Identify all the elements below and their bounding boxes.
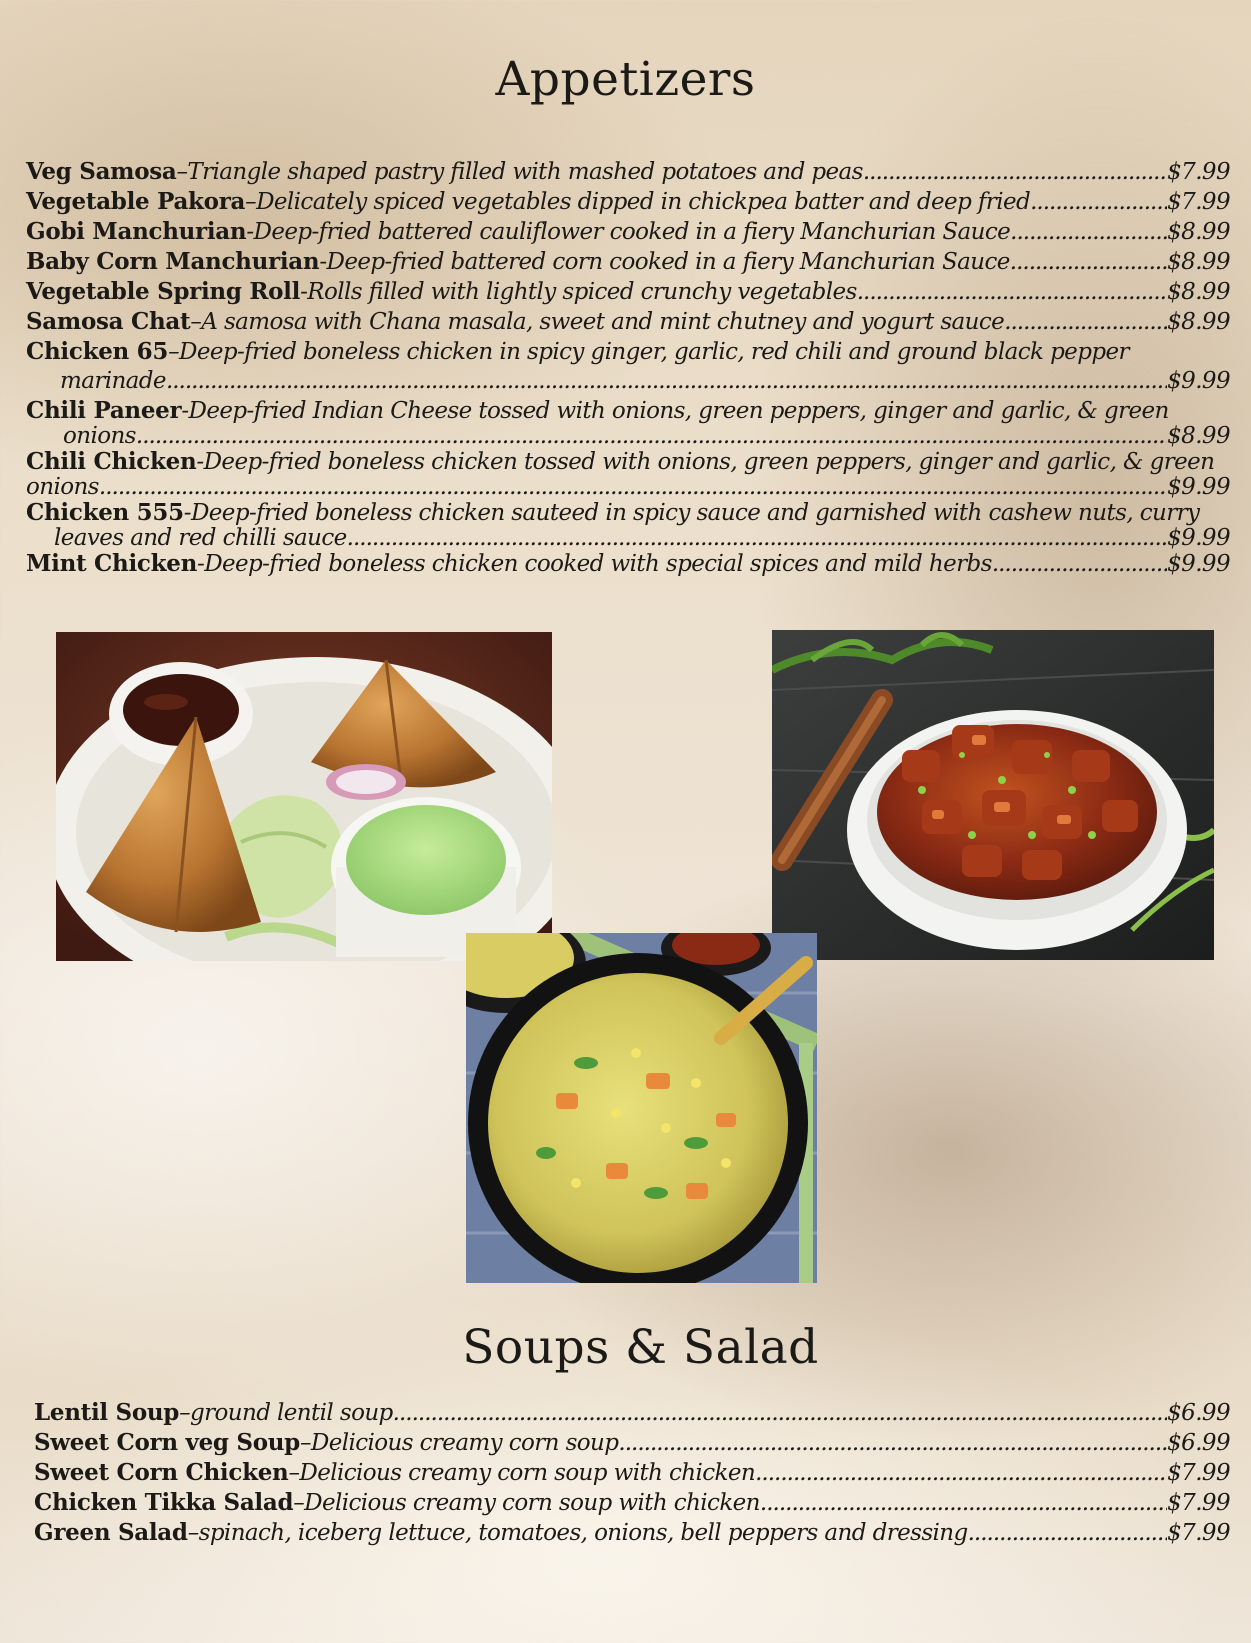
item-price: $9.99 (1167, 474, 1230, 500)
menu-item-sweet-corn-chicken (34, 1458, 1230, 1488)
item-price: $7.99 (1167, 1520, 1230, 1546)
menu-item-chicken-tikka-salad (34, 1488, 1230, 1518)
item-description: Deep-fried battered corn cooked in a fiery Manchurian Sauce (326, 249, 1010, 275)
item-name: Gobi Manchurian (26, 218, 247, 245)
menu-item-mint-chicken (26, 549, 1230, 579)
item-price: $8.99 (1167, 249, 1230, 275)
item-price: $6.99 (1167, 1400, 1230, 1426)
item-separator: – (168, 339, 179, 365)
item-price: $9.99 (1167, 551, 1230, 577)
dot-leader (863, 158, 1167, 187)
item-description-continued: onions (26, 474, 99, 500)
dot-leader (618, 1429, 1167, 1458)
item-name: Chili Chicken (26, 448, 197, 475)
menu-item-vegetable-pakora (26, 187, 1230, 217)
item-separator: – (187, 1520, 199, 1546)
item-name: Baby Corn Manchurian (26, 248, 320, 275)
item-price: $8.99 (1167, 279, 1230, 305)
chili-chicken-bowl-photo (772, 630, 1214, 960)
item-description: A samosa with Chana masala, sweet and mint chutney and yogurt sauce (201, 309, 1005, 335)
item-price: $7.99 (1167, 1460, 1230, 1486)
item-separator: - (319, 249, 327, 275)
dot-leader (1030, 188, 1167, 217)
item-description-continued: marinade (60, 368, 166, 394)
item-price: $7.99 (1167, 1490, 1230, 1516)
item-name: Sweet Corn Chicken (34, 1459, 289, 1486)
menu-item-chili-paneer (26, 396, 1230, 447)
menu-item-chili-chicken (26, 447, 1230, 498)
item-name: Veg Samosa (26, 158, 177, 185)
item-separator: – (179, 1400, 190, 1426)
menu-item-green-salad (34, 1518, 1230, 1548)
item-description: Rolls filled with lightly spiced crunchy vegetables (307, 279, 857, 305)
dot-leader (99, 477, 1167, 498)
menu-item-vegetable-spring-roll (26, 277, 1230, 307)
item-price: $8.99 (1167, 219, 1230, 245)
item-name: Chicken 555 (26, 499, 184, 526)
item-description: Triangle shaped pastry filled with mashed potatoes and peas (187, 159, 863, 185)
item-name: Samosa Chat (26, 308, 191, 335)
item-description: Delicious creamy corn soup with chicken (299, 1460, 756, 1486)
item-name: Sweet Corn veg Soup (34, 1429, 300, 1456)
dot-leader (347, 528, 1167, 549)
dot-leader (166, 367, 1167, 396)
dot-leader (760, 1489, 1167, 1518)
item-description-continued: leaves and red chilli sauce (54, 525, 347, 551)
dot-leader (1004, 308, 1167, 337)
menu-item-chicken-555 (26, 498, 1230, 549)
dot-leader (857, 278, 1167, 307)
item-price: $6.99 (1167, 1430, 1230, 1456)
item-description: Deep-fried boneless chicken sauteed in spicy sauce and garnished with cashew nuts, curry (190, 500, 1200, 526)
item-separator: – (299, 1430, 311, 1456)
dot-leader (992, 550, 1167, 579)
item-name: Mint Chicken (26, 550, 198, 577)
menu-item-chicken-65 (26, 337, 1230, 396)
item-name: Lentil Soup (34, 1399, 180, 1426)
dot-leader (1010, 248, 1167, 277)
item-name: Chili Paneer (26, 397, 182, 424)
item-separator: – (293, 1490, 305, 1516)
soups-salad-title: Soups & Salad (462, 1320, 819, 1375)
item-description: spinach, iceberg lettuce, tomatoes, onions, bell peppers and dressing (198, 1520, 968, 1546)
soups-menu-list (34, 1398, 1230, 1548)
item-name: Chicken Tikka Salad (34, 1489, 294, 1516)
item-price: $7.99 (1167, 189, 1230, 215)
item-separator: – (190, 309, 202, 335)
item-description: Deep-fried boneless chicken tossed with onions, green peppers, ginger and garlic, & green (203, 449, 1215, 475)
item-name: Vegetable Pakora (26, 188, 246, 215)
item-description: Deep-fried boneless chicken cooked with special spices and mild herbs (204, 551, 992, 577)
item-separator: - (196, 449, 204, 475)
item-price: $9.99 (1167, 525, 1230, 551)
item-description: Delicious creamy corn soup with chicken (304, 1490, 760, 1516)
menu-item-baby-corn-manchurian (26, 247, 1230, 277)
item-separator: - (197, 551, 205, 577)
corn-soup-bowl-photo (466, 933, 817, 1283)
item-name: Green Salad (34, 1519, 188, 1546)
item-description: Delicious creamy corn soup (310, 1430, 619, 1456)
item-description-continued: onions (63, 423, 136, 449)
item-name: Chicken 65 (26, 338, 169, 365)
item-separator: – (288, 1460, 300, 1486)
dot-leader (1010, 218, 1167, 247)
item-description: Deep-fried boneless chicken in spicy ginger, garlic, red chili and ground black pepper (178, 339, 1129, 365)
item-description: Delicately spiced vegetables dipped in chickpea batter and deep fried (256, 189, 1031, 215)
item-separator: – (245, 189, 257, 215)
appetizers-menu-list (26, 157, 1230, 579)
menu-item-veg-samosa (26, 157, 1230, 187)
item-separator: - (181, 398, 189, 424)
menu-item-lentil-soup (34, 1398, 1230, 1428)
item-description: Deep-fried battered cauliflower cooked in a fiery Manchurian Sauce (253, 219, 1011, 245)
item-name: Vegetable Spring Roll (26, 278, 301, 305)
dot-leader (393, 1399, 1167, 1428)
item-separator: - (300, 279, 308, 305)
menu-item-samosa-chat (26, 307, 1230, 337)
menu-item-gobi-manchurian (26, 217, 1230, 247)
item-price: $7.99 (1167, 159, 1230, 185)
dot-leader (755, 1459, 1167, 1488)
item-price: $9.99 (1167, 368, 1230, 394)
dot-leader (136, 426, 1167, 447)
item-description: Deep-fried Indian Cheese tossed with onions, green peppers, ginger and garlic, & green (188, 398, 1169, 424)
item-separator: - (246, 219, 254, 245)
item-price: $8.99 (1167, 309, 1230, 335)
samosa-plate-photo (56, 632, 552, 961)
menu-item-sweet-corn-veg-soup (34, 1428, 1230, 1458)
item-separator: - (183, 500, 191, 526)
item-description: ground lentil soup (190, 1400, 393, 1426)
appetizers-title: Appetizers (495, 52, 756, 107)
dot-leader (968, 1519, 1168, 1548)
item-price: $8.99 (1167, 423, 1230, 449)
item-separator: – (176, 159, 188, 185)
